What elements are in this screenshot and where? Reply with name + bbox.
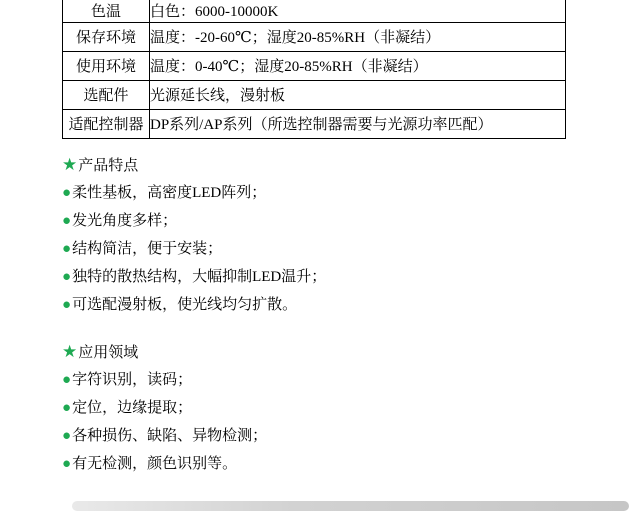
features-heading bbox=[62, 151, 602, 179]
content-sections bbox=[62, 151, 602, 478]
bullet-icon: ● bbox=[62, 269, 72, 285]
spec-value-cell: 温度：0-40℃；湿度20-85%RH（非凝结） bbox=[150, 51, 566, 80]
table-row bbox=[63, 109, 566, 138]
feature-item bbox=[62, 207, 602, 235]
bullet-icon: ● bbox=[62, 185, 72, 201]
application-item-text: 各种损伤、缺陷、异物检测； bbox=[72, 428, 268, 444]
application-item-text: 字符识别，读码； bbox=[72, 372, 193, 388]
feature-item bbox=[62, 179, 602, 207]
spec-value-cell: DP系列/AP系列（所选控制器需要与光源功率匹配） bbox=[150, 109, 566, 138]
spec-label-cell: 色温 bbox=[63, 0, 150, 22]
bullet-icon: ● bbox=[62, 241, 72, 257]
feature-item-text: 发光角度多样； bbox=[72, 213, 178, 229]
bullet-icon: ● bbox=[62, 297, 72, 313]
feature-item-text: 柔性基板，高密度LED阵列； bbox=[72, 185, 267, 201]
table-row bbox=[63, 51, 566, 80]
spec-value-cell: 光源延长线，漫射板 bbox=[150, 80, 566, 109]
features-heading-label: 产品特点 bbox=[78, 158, 139, 174]
bullet-icon: ● bbox=[62, 213, 72, 229]
application-item-text: 定位，边缘提取； bbox=[72, 400, 193, 416]
applications-heading-label: 应用领域 bbox=[78, 345, 139, 361]
application-item bbox=[62, 450, 602, 478]
table-row bbox=[63, 0, 566, 22]
feature-item-text: 独特的散热结构，大幅抑制LED温升； bbox=[72, 269, 327, 285]
horizontal-scrollbar[interactable] bbox=[72, 501, 629, 511]
star-icon: ★ bbox=[62, 342, 78, 361]
spec-value-cell: 白色：6000-10000K bbox=[150, 0, 566, 22]
section-applications bbox=[62, 338, 602, 478]
application-item bbox=[62, 422, 602, 450]
application-item bbox=[62, 366, 602, 394]
feature-item bbox=[62, 291, 602, 319]
spec-label-cell: 适配控制器 bbox=[63, 109, 150, 138]
feature-item-text: 结构简洁，便于安装； bbox=[72, 241, 223, 257]
star-icon: ★ bbox=[62, 155, 78, 174]
applications-heading bbox=[62, 338, 602, 366]
application-item bbox=[62, 394, 602, 422]
feature-item bbox=[62, 263, 602, 291]
section-features bbox=[62, 151, 602, 319]
bullet-icon: ● bbox=[62, 372, 72, 388]
feature-item-text: 可选配漫射板，使光线均匀扩散。 bbox=[72, 297, 298, 313]
bullet-icon: ● bbox=[62, 400, 72, 416]
spec-label-cell: 选配件 bbox=[63, 80, 150, 109]
spec-table bbox=[62, 0, 566, 139]
spec-label-cell: 使用环境 bbox=[63, 51, 150, 80]
bullet-icon: ● bbox=[62, 456, 72, 472]
feature-item bbox=[62, 235, 602, 263]
bullet-icon: ● bbox=[62, 428, 72, 444]
application-item-text: 有无检测，颜色识别等。 bbox=[72, 456, 238, 472]
table-row bbox=[63, 22, 566, 51]
spec-value-cell: 温度：-20-60℃；湿度20-85%RH（非凝结） bbox=[150, 22, 566, 51]
spec-label-cell: 保存环境 bbox=[63, 22, 150, 51]
table-row bbox=[63, 80, 566, 109]
